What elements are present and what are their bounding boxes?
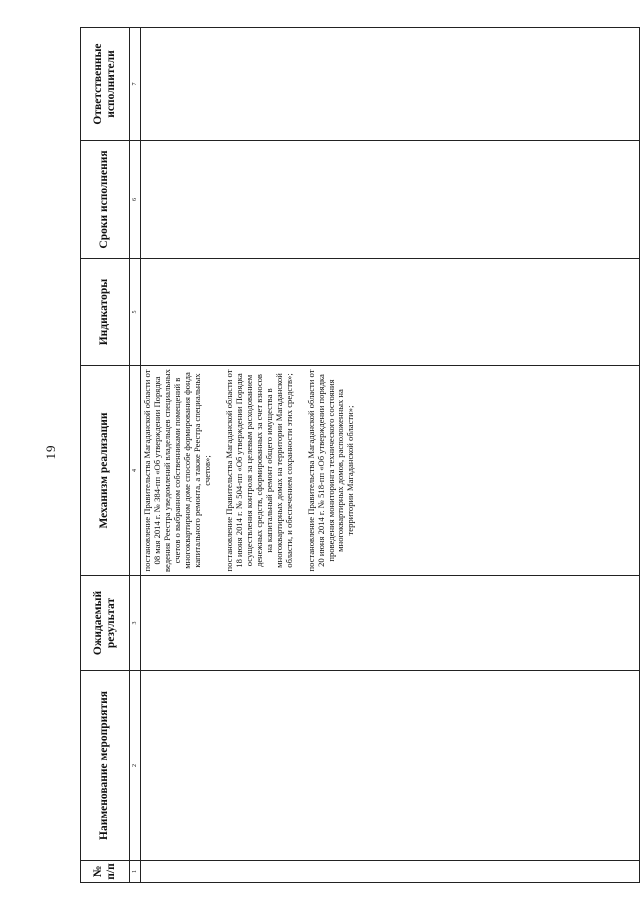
header-executors: Ответственные исполнители	[81, 28, 130, 141]
column-number: 7	[130, 28, 141, 141]
cell-deadlines	[141, 141, 640, 259]
table-row	[141, 28, 640, 883]
column-number: 2	[130, 671, 141, 861]
column-number: 3	[130, 576, 141, 671]
column-number-row	[130, 28, 141, 883]
header-expected-result: Ожидаемый результат	[81, 576, 130, 671]
column-number: 6	[130, 141, 141, 259]
header-mechanism: Механизм реализации	[81, 366, 130, 576]
cell-indicators	[141, 259, 640, 366]
cell-expected-result	[141, 576, 640, 671]
measures-table	[80, 27, 640, 883]
header-measure-name: Наименование мероприятия	[81, 671, 130, 861]
column-number: 5	[130, 259, 141, 366]
column-number: 4	[130, 366, 141, 576]
column-number: 1	[130, 861, 141, 883]
header-row	[81, 28, 130, 883]
rotated-page-content	[80, 28, 640, 883]
page-number: 19	[43, 444, 58, 460]
cell-number	[141, 861, 640, 883]
mechanism-paragraph: постановление Правительства Магаданской области от 18 июня 2014 г. № 504-пп «Об утверждении Порядка осуществления контроля за целевым расходованием денежных средств, сформированных за счет взносов на капитальный ремонт общего имущества в многоквартирных домах на территории Магаданской области, и обеспечением сохранности этих средств»;	[223, 369, 294, 572]
cell-executors	[141, 28, 640, 141]
mechanism-paragraph: постановление Правительства Магаданской области от 20 июня 2014 г. № 518-пп «Об утверждении порядка проведения мониторинга технического состояния многоквартирных домов, расположенных на территории Магаданской области»;	[305, 369, 356, 572]
header-number: № п/п	[81, 861, 130, 883]
header-indicators: Индикаторы	[81, 259, 130, 366]
cell-mechanism	[141, 366, 640, 576]
header-deadlines: Сроки исполнения	[81, 141, 130, 259]
cell-measure-name	[141, 671, 640, 861]
mechanism-paragraph: постановление Правительства Магаданской области от 08 мая 2014 г. № 384-пп «Об утверждении Порядка ведения Реестра уведомлений владельцев специальных счетов о выбранном собственниками помещений в многоквартирном доме способе формирования фонда капитального ремонта, а также Реестра специальных счетов»;	[142, 369, 212, 572]
